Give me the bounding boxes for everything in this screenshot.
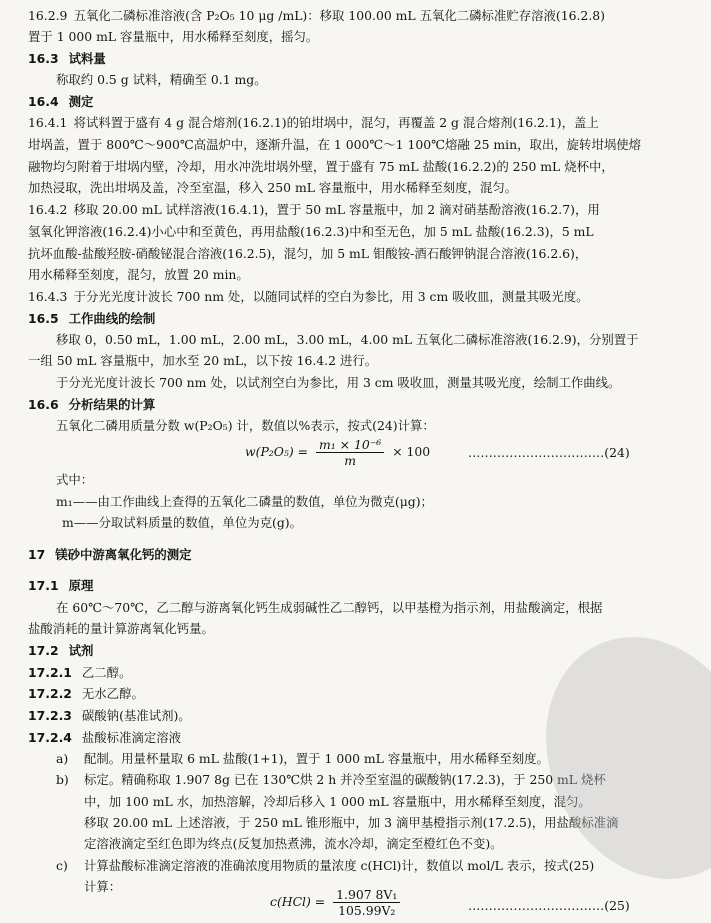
para-16-4-2-line2: 氢氧化钾溶液(16.2.4)小心中和至黄色，再用盐酸(16.2.3)中和至无色，加 5 mL 盐酸(16.2.3)，5 mL bbox=[28, 224, 594, 239]
formula-lhs: w(P₂O₅) = bbox=[245, 444, 309, 459]
reagent-17-2-4 bbox=[28, 730, 181, 746]
para-16-5-line3: 于分光光度计波长 700 nm 处，以试剂空白为参比，用 3 cm 吸收皿，测量其吸光度，绘制工作曲线。 bbox=[56, 375, 621, 390]
item-text: 无水乙醇。 bbox=[81, 686, 144, 701]
heading-16-5 bbox=[28, 311, 155, 327]
list-label: b) bbox=[56, 772, 69, 787]
heading-17 bbox=[28, 547, 192, 563]
list-text: 配制。用量杯量取 6 mL 盐酸(1+1)，置于 1 000 mL 容量瓶中，用水稀释至刻度。 bbox=[84, 751, 549, 766]
formula-24 bbox=[245, 437, 430, 468]
para-16-4-1-line2: 坩埚盖，置于 800℃～900℃高温炉中，逐渐升温，在 1 000℃～1 100℃熔融 25 min，取出，旋转坩埚使熔 bbox=[28, 137, 642, 152]
def-m1: m₁——由工作曲线上查得的五氧化二磷量的数值，单位为微克(μg)； bbox=[56, 494, 433, 509]
para-17-1-line1: 在 60℃～70℃，乙二醇与游离氧化钙生成弱碱性乙二醇钙，以甲基橙为指示剂，用盐酸滴定，根据 bbox=[56, 600, 603, 615]
para-16-4-2-line3: 抗坏血酸-盐酸羟胺-硝酸铋混合溶液(16.2.5)，混匀，加 5 mL 钼酸铵-酒石酸钾钠混合溶液(16.2.6)， bbox=[28, 246, 588, 261]
item-text: 乙二醇。 bbox=[81, 665, 132, 680]
list-item-b-line3: 移取 20.00 mL 上述溶液，于 250 mL 锥形瓶中，加 3 滴甲基橙指示剂(17.2.5)，用盐酸标准滴 bbox=[84, 815, 619, 830]
section-number: 16.3 bbox=[28, 51, 59, 66]
section-number: 16.4 bbox=[28, 94, 59, 109]
section-number: 16.6 bbox=[28, 397, 59, 412]
heading-16-6 bbox=[28, 397, 155, 413]
para-16-5-line1: 移取 0，0.50 mL，1.00 mL，2.00 mL，3.00 mL，4.00 mL 五氧化二磷标准溶液(16.2.9)，分别置于 bbox=[56, 332, 639, 347]
section-title: 原理 bbox=[68, 578, 94, 593]
reagent-17-2-2 bbox=[28, 686, 144, 702]
formula-24-tag: ……………………………(24) bbox=[468, 445, 630, 460]
item-number: 17.2.4 bbox=[28, 730, 72, 745]
para-16-4-2-line4: 用水稀释至刻度，混匀，放置 20 min。 bbox=[28, 267, 249, 282]
item-text: 盐酸标准滴定溶液 bbox=[81, 730, 182, 745]
item-number: 17.2.1 bbox=[28, 665, 72, 680]
item-number: 17.2.2 bbox=[28, 686, 72, 701]
formula-fraction bbox=[316, 437, 384, 468]
para-16-4-1-line1: 16.4.1 将试料置于盛有 4 g 混合熔剂(16.2.1)的铂坩埚中，混匀，再覆盖 2 g 混合熔剂(16.2.1)，盖上 bbox=[28, 115, 599, 130]
list-item-c-line2: 计算： bbox=[84, 879, 122, 894]
section-number: 17.1 bbox=[28, 578, 59, 593]
para-16-5-line2: 一组 50 mL 容量瓶中，加水至 20 mL，以下按 16.4.2 进行。 bbox=[28, 353, 378, 368]
list-item-b-line1 bbox=[56, 772, 606, 788]
list-item-c-line1 bbox=[56, 858, 594, 874]
formula-fraction bbox=[333, 887, 400, 918]
formula-25 bbox=[270, 887, 404, 918]
section-number: 17 bbox=[28, 547, 46, 562]
def-m: m——分取试料质量的数值，单位为克(g)。 bbox=[62, 515, 302, 530]
reagent-17-2-1 bbox=[28, 665, 131, 681]
formula-denominator: m bbox=[344, 453, 356, 468]
para-16-3: 称取约 0.5 g 试料，精确至 0.1 mg。 bbox=[56, 72, 267, 87]
para-16-6: 五氧化二磷用质量分数 w(P₂O₅) 计，数值以%表示，按式(24)计算： bbox=[56, 418, 435, 433]
heading-16-4 bbox=[28, 94, 93, 110]
para-17-1-line2: 盐酸消耗的量计算游离氧化钙量。 bbox=[28, 621, 214, 636]
para-16-2-9-line2: 置于 1 000 mL 容量瓶中，用水稀释至刻度，摇匀。 bbox=[28, 29, 319, 44]
heading-17-1 bbox=[28, 578, 93, 594]
formula-numerator: m₁ × 10⁻⁶ bbox=[316, 437, 384, 453]
para-16-4-1-line4: 加热浸取，洗出坩埚及盖，冷至室温，移入 250 mL 容量瓶中，用水稀释至刻度，混匀。 bbox=[28, 180, 518, 195]
formula-lhs: c(HCl) = bbox=[270, 894, 326, 909]
section-title: 试料量 bbox=[68, 51, 106, 66]
section-title: 工作曲线的绘制 bbox=[68, 311, 156, 326]
item-number: 17.2.3 bbox=[28, 708, 72, 723]
section-title: 分析结果的计算 bbox=[68, 397, 156, 412]
list-item-a bbox=[56, 751, 549, 767]
para-16-4-3: 16.4.3 于分光光度计波长 700 nm 处，以随同试样的空白为参比，用 3 cm 吸收皿，测量其吸光度。 bbox=[28, 289, 589, 304]
list-text: 计算盐酸标准滴定溶液的准确浓度用物质的量浓度 c(HCl)计，数值以 mol/L 表示，按式(25) bbox=[84, 858, 595, 873]
list-label: c) bbox=[56, 858, 68, 873]
heading-17-2 bbox=[28, 643, 93, 659]
formula-25-tag: ……………………………(25) bbox=[468, 898, 630, 913]
list-label: a) bbox=[56, 751, 69, 766]
formula-numerator: 1.907 8V₁ bbox=[333, 887, 400, 903]
para-16-4-1-line3: 融物均匀附着于坩埚内壁，冷却，用水冲洗坩埚外壁，置于盛有 75 mL 盐酸(16.2.2)的 250 mL 烧杯中， bbox=[28, 159, 614, 174]
section-number: 17.2 bbox=[28, 643, 59, 658]
item-text: 碳酸钠(基准试剂)。 bbox=[81, 708, 191, 723]
where-label: 式中： bbox=[56, 472, 94, 487]
section-title: 测定 bbox=[68, 94, 94, 109]
list-item-b-line4: 定溶液滴定至红色即为终点(反复加热煮沸，流水冷却，滴定至橙红色不变)。 bbox=[84, 836, 503, 851]
section-number: 16.5 bbox=[28, 311, 59, 326]
list-item-b-line2: 中，加 100 mL 水，加热溶解，冷却后移入 1 000 mL 容量瓶中，用水稀释至刻度，混匀。 bbox=[84, 794, 591, 809]
list-text: 标定。精确称取 1.907 8g 已在 130℃烘 2 h 并冷至室温的碳酸钠(17.2.3)，于 250 mL 烧杯 bbox=[84, 772, 606, 787]
section-title: 试剂 bbox=[68, 643, 94, 658]
formula-denominator: 105.99V₂ bbox=[338, 903, 396, 918]
para-16-2-9-line1: 16.2.9 五氧化二磷标准溶液(含 P₂O₅ 10 μg /mL)：移取 100.00 mL 五氧化二磷标准贮存溶液(16.2.8) bbox=[28, 8, 605, 23]
section-title: 镁砂中游离氧化钙的测定 bbox=[55, 547, 192, 562]
heading-16-3 bbox=[28, 51, 106, 67]
para-16-4-2-line1: 16.4.2 移取 20.00 mL 试样溶液(16.4.1)，置于 50 mL 容量瓶中，加 2 滴对硝基酚溶液(16.2.7)，用 bbox=[28, 202, 600, 217]
reagent-17-2-3 bbox=[28, 708, 191, 724]
formula-rhs: × 100 bbox=[392, 444, 431, 459]
